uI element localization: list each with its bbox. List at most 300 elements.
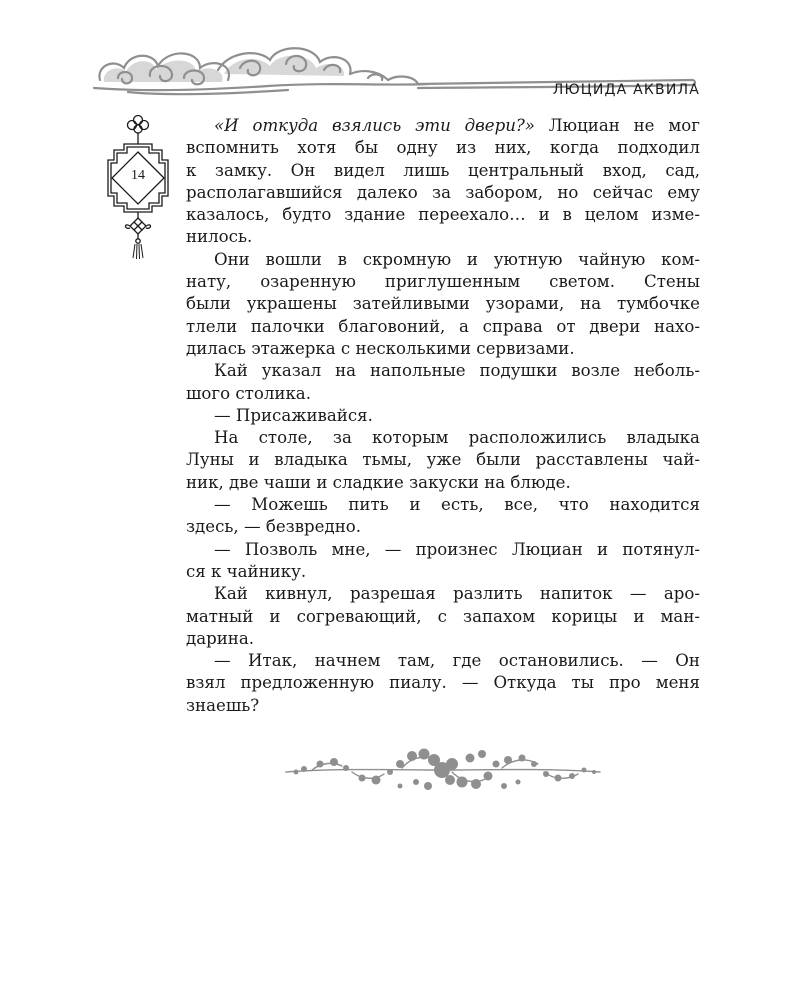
word: [333, 427, 352, 449]
text-segment: Позволь: [244, 539, 318, 559]
text-segment: потянул-: [622, 539, 700, 559]
word: [494, 249, 563, 271]
text-segment: них,: [494, 138, 532, 158]
word: [297, 137, 336, 159]
word: [549, 115, 620, 137]
text-segment: неболь-: [633, 361, 700, 381]
text-line: [186, 338, 700, 360]
text-segment: расставлены: [535, 450, 648, 470]
word: [469, 427, 607, 449]
text-segment: целом: [584, 205, 639, 225]
word: [214, 650, 231, 672]
text-segment: ему: [667, 182, 700, 202]
text-segment: видел: [333, 160, 385, 180]
text-line: [186, 650, 700, 672]
italic-text-segment: эти: [415, 116, 451, 135]
italic-text-segment: «И: [214, 116, 239, 135]
word: [551, 606, 617, 628]
word: [274, 449, 347, 471]
word: [578, 249, 645, 271]
word: [661, 249, 700, 271]
word: [465, 182, 543, 204]
text-segment: за: [432, 182, 451, 202]
word: [634, 360, 700, 382]
word: [415, 115, 451, 137]
page-number: 14: [131, 168, 145, 183]
text-segment: взял: [186, 673, 226, 693]
word: [265, 249, 321, 271]
text-line-content: [186, 293, 700, 315]
word: [247, 293, 337, 315]
text-segment: Можешь: [251, 495, 328, 515]
word: [186, 293, 231, 315]
word: [483, 316, 543, 338]
word: [357, 182, 418, 204]
italic-text-segment: взялись: [331, 116, 402, 135]
word: [622, 539, 700, 561]
text-segment: владыка: [626, 428, 700, 448]
text-segment: тлели: [186, 316, 238, 336]
text-line-content: [214, 360, 700, 382]
text-line: [186, 606, 700, 628]
text-segment: Итак,: [248, 651, 298, 671]
word: [468, 160, 584, 182]
word: [315, 650, 381, 672]
text-segment: за: [332, 428, 352, 448]
text-segment: ком-: [661, 249, 700, 269]
text-line-content: [186, 672, 700, 694]
text-segment: вход,: [602, 160, 647, 180]
word: [214, 539, 231, 561]
text-segment: Они: [214, 249, 250, 269]
word: [633, 606, 644, 628]
word: [344, 204, 405, 226]
text-line-content: [186, 182, 700, 204]
word: [409, 494, 420, 516]
text-segment: озаренную: [260, 272, 356, 292]
text-segment: здание: [344, 205, 406, 225]
word: [572, 672, 594, 694]
text-segment: нату,: [186, 272, 232, 292]
text-segment: Люциан: [548, 116, 620, 135]
text-segment: —: [629, 584, 647, 604]
text-line-content: [186, 516, 695, 538]
word: [453, 583, 522, 605]
text-line: [186, 383, 700, 405]
word: [214, 115, 239, 137]
word: [630, 583, 647, 605]
word: [593, 182, 653, 204]
text-line: [186, 249, 700, 271]
word: [550, 137, 599, 159]
word: [398, 650, 435, 672]
word: [251, 494, 328, 516]
text-line-content: [214, 650, 700, 672]
text-line: [186, 137, 700, 159]
word: [259, 427, 313, 449]
text-line: [186, 316, 700, 338]
text-segment: есть,: [441, 495, 484, 515]
word: [186, 316, 237, 338]
text-line-content: [214, 494, 700, 516]
text-segment: где: [452, 651, 482, 671]
text-segment: Откуда: [493, 673, 557, 693]
text-line: [186, 226, 700, 248]
word: [427, 449, 462, 471]
text-line-content: [186, 628, 695, 650]
word: [385, 271, 520, 293]
word: [186, 606, 253, 628]
text-segment: владыка: [274, 450, 348, 470]
word: [609, 672, 641, 694]
word: [186, 449, 234, 471]
flower-branch-divider-icon: [282, 742, 604, 798]
text-segment: пиалу.: [389, 673, 447, 693]
text-segment: —: [384, 539, 402, 559]
text-line-content: [186, 204, 700, 226]
text-segment: сад,: [665, 160, 700, 180]
text-segment: которым: [372, 428, 449, 448]
text-segment: вошли: [265, 249, 322, 269]
text-segment: нахо-: [654, 316, 700, 336]
text-line: [186, 695, 700, 717]
word: [265, 583, 332, 605]
word: [332, 115, 401, 137]
text-segment: согревающий,: [296, 606, 422, 626]
word: [467, 249, 478, 271]
word: [486, 293, 565, 315]
text-segment: узорами,: [485, 294, 565, 314]
word: [667, 182, 700, 204]
running-title: ЛЮЦИДА АКВИЛА: [552, 82, 700, 98]
word: [589, 316, 640, 338]
word: [536, 449, 648, 471]
text-segment: Кай: [214, 584, 248, 604]
word: [626, 427, 699, 449]
word: [214, 494, 231, 516]
text-segment: и: [597, 539, 609, 559]
word: [556, 316, 575, 338]
text-segment: пить: [348, 495, 389, 515]
text-line: [186, 360, 700, 382]
text-segment: не: [633, 116, 655, 135]
text-segment: изме-: [651, 205, 700, 225]
text-segment: чай-: [662, 450, 700, 470]
word: [389, 672, 447, 694]
word: [245, 539, 317, 561]
text-segment: и: [409, 495, 421, 515]
word: [675, 650, 700, 672]
text-segment: шого столика.: [186, 383, 311, 403]
word: [297, 606, 422, 628]
word: [432, 182, 451, 204]
text-line-content: [186, 449, 700, 471]
word: [463, 606, 535, 628]
text-segment: знаешь?: [186, 695, 260, 715]
word: [260, 271, 356, 293]
text-segment: от: [556, 316, 576, 336]
text-segment: мог: [668, 116, 700, 135]
word: [214, 427, 238, 449]
text-line-content: [214, 583, 700, 605]
word: [291, 160, 316, 182]
text-segment: будто: [282, 205, 332, 225]
text-line-content: [186, 695, 695, 717]
word: [661, 606, 700, 628]
text-segment: подходил: [617, 138, 700, 158]
text-line: [186, 494, 700, 516]
text-segment: ник, две чаши и сладкие закуски на блюде.: [186, 472, 571, 492]
text-segment: казалось,: [186, 205, 270, 225]
text-line: [186, 672, 700, 694]
text-line-content: [214, 539, 700, 561]
text-line-content: [186, 472, 695, 494]
text-segment: —: [214, 651, 231, 671]
text-segment: здесь, — безвредно.: [186, 517, 362, 537]
text-segment: и: [538, 205, 550, 225]
text-segment: и: [248, 450, 260, 470]
text-line: [186, 539, 700, 561]
word: [403, 160, 449, 182]
text-segment: бы: [354, 138, 379, 158]
word: [363, 249, 451, 271]
text-segment: вспомнить: [186, 138, 279, 158]
text-segment: двери: [589, 316, 641, 336]
word: [603, 160, 647, 182]
word: [641, 650, 658, 672]
text-segment: произнес: [415, 539, 498, 559]
text-segment: что: [558, 495, 589, 515]
word: [214, 360, 248, 382]
text-line-content: [214, 115, 700, 137]
text-segment: матный: [186, 606, 254, 626]
text-segment: и: [269, 606, 281, 626]
text-line-content: [186, 338, 695, 360]
word: [618, 137, 700, 159]
word: [372, 427, 448, 449]
text-line-content: [186, 606, 700, 628]
text-segment: хотя: [297, 138, 337, 158]
text-segment: кивнул,: [265, 584, 333, 604]
text-line: [186, 516, 700, 538]
word: [539, 204, 550, 226]
text-segment: были: [476, 450, 521, 470]
text-line: [186, 293, 700, 315]
text-segment: про: [608, 673, 641, 693]
word: [557, 182, 578, 204]
text-segment: корицы: [551, 606, 618, 626]
text-segment: уже: [426, 450, 462, 470]
word: [665, 160, 700, 182]
word: [385, 539, 402, 561]
word: [397, 137, 438, 159]
text-line: [186, 405, 700, 427]
text-segment: все,: [504, 495, 538, 515]
word: [662, 449, 700, 471]
text-segment: Он: [675, 651, 700, 671]
italic-text-segment: откуда: [252, 116, 319, 135]
word: [571, 360, 620, 382]
text-segment: располагавшийся: [186, 182, 343, 202]
text-segment: запахом: [463, 606, 536, 626]
word: [418, 204, 526, 226]
text-line: [186, 427, 700, 449]
word: [465, 115, 535, 137]
text-segment: лишь: [403, 160, 450, 180]
text-line: [186, 583, 700, 605]
word: [499, 650, 624, 672]
text-segment: ман-: [660, 606, 700, 626]
text-segment: разлить: [453, 584, 523, 604]
word: [186, 204, 269, 226]
text-segment: разрешая: [349, 584, 436, 604]
text-segment: Он: [290, 160, 316, 180]
word: [262, 360, 322, 382]
word: [215, 160, 272, 182]
word: [362, 449, 412, 471]
word: [251, 316, 325, 338]
text-segment: когда: [549, 138, 600, 158]
text-line: [186, 472, 700, 494]
text-segment: Люциан: [511, 539, 583, 559]
word: [456, 137, 476, 159]
text-segment: напольные: [369, 361, 466, 381]
text-line-content: [186, 383, 695, 405]
text-segment: указал: [261, 361, 322, 381]
word: [335, 360, 356, 382]
text-segment: мне,: [331, 539, 371, 559]
word: [334, 160, 385, 182]
word: [540, 583, 613, 605]
word: [504, 494, 538, 516]
text-segment: чайную: [578, 249, 646, 269]
text-line-content: [186, 160, 700, 182]
word: [441, 494, 484, 516]
word: [459, 316, 469, 338]
word: [338, 316, 445, 338]
text-segment: ся к чайнику.: [186, 561, 307, 581]
word: [495, 137, 532, 159]
word: [186, 137, 279, 159]
word: [249, 449, 260, 471]
word: [282, 204, 331, 226]
word: [668, 115, 700, 137]
text-segment: столе,: [258, 428, 313, 448]
text-line-content: [186, 271, 700, 293]
word: [252, 115, 318, 137]
text-segment: в: [337, 249, 347, 269]
word: [644, 271, 700, 293]
text-segment: в: [562, 205, 572, 225]
text-segment: —: [214, 539, 231, 559]
text-segment: одну: [396, 138, 438, 158]
word: [370, 360, 466, 382]
text-segment: благовоний,: [338, 316, 446, 336]
text-line: [186, 115, 700, 137]
word: [597, 539, 608, 561]
word: [656, 672, 700, 694]
text-segment: были: [186, 294, 231, 314]
text-line: [186, 628, 700, 650]
text-line-content: [186, 226, 695, 248]
text-line-content: [186, 137, 700, 159]
text-segment: напиток: [539, 584, 613, 604]
word: [214, 583, 248, 605]
word: [493, 672, 556, 694]
text-segment: приглушенным: [384, 272, 521, 292]
text-segment: подушки: [479, 361, 558, 381]
word: [652, 204, 700, 226]
word: [186, 182, 343, 204]
knot-pendant-icon: [100, 112, 176, 260]
text-segment: —: [641, 651, 658, 671]
word: [350, 583, 436, 605]
text-line: [186, 204, 700, 226]
text-line-content: [214, 427, 700, 449]
text-segment: предложенную: [240, 673, 375, 693]
word: [563, 204, 572, 226]
text-segment: и: [466, 249, 478, 269]
text-line: [186, 449, 700, 471]
text-segment: справа: [482, 316, 543, 336]
text-segment: — Присаживайся.: [214, 405, 373, 425]
text-segment: дарина.: [186, 628, 255, 648]
text-segment: Стены: [644, 272, 700, 292]
italic-text-segment: двери?»: [464, 116, 535, 135]
text-segment: на: [335, 361, 357, 381]
word: [462, 672, 479, 694]
word: [355, 137, 378, 159]
text-segment: уютную: [493, 249, 563, 269]
word: [559, 494, 589, 516]
word: [438, 606, 447, 628]
word: [664, 583, 700, 605]
word: [416, 539, 498, 561]
word: [609, 494, 700, 516]
text-segment: находится: [609, 495, 700, 515]
word: [248, 650, 297, 672]
text-segment: Луны: [186, 450, 234, 470]
text-segment: тьмы,: [362, 450, 412, 470]
text-segment: замку.: [214, 160, 273, 180]
text-segment: меня: [655, 673, 700, 693]
text-segment: тумбочке: [617, 294, 700, 314]
word: [617, 293, 700, 315]
word: [654, 316, 700, 338]
text-segment: из: [456, 138, 477, 158]
text-line: [186, 182, 700, 204]
text-segment: далеко: [356, 182, 418, 202]
word: [580, 293, 601, 315]
word: [476, 449, 521, 471]
word: [634, 115, 655, 137]
word: [240, 672, 374, 694]
text-segment: нилось.: [186, 227, 253, 247]
word: [512, 539, 583, 561]
word: [338, 249, 347, 271]
text-segment: к: [186, 160, 197, 180]
word: [348, 494, 388, 516]
word: [269, 606, 280, 628]
text-line-content: [214, 405, 695, 427]
text-segment: переехало…: [418, 205, 526, 225]
word: [186, 271, 231, 293]
text-segment: на: [580, 294, 602, 314]
text-segment: возле: [571, 361, 621, 381]
text-segment: дилась этажерка с несколькими сервизами.: [186, 338, 575, 358]
text-segment: —: [214, 495, 231, 515]
text-segment: и: [633, 606, 645, 626]
